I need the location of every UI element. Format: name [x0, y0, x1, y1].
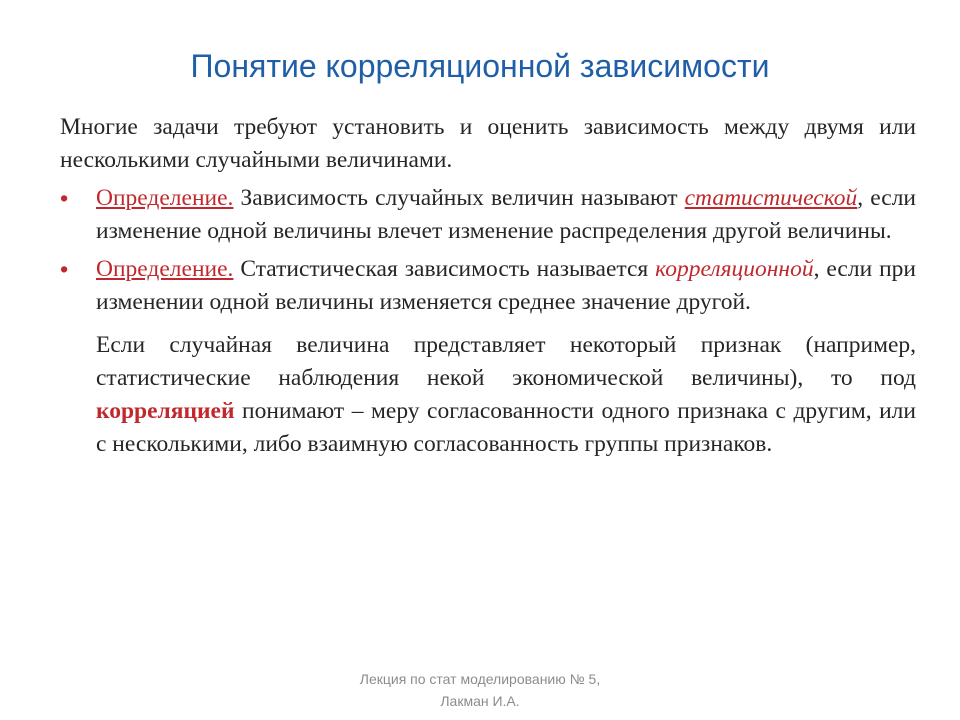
paragraph-text: Если случайная величина представляет некоторый признак (например, статистические наблюдения некой экономической величины), то под [96, 332, 916, 391]
footer-line-1: Лекция по стат моделированию № 5, [359, 671, 601, 687]
definition-text-after: , если при изменении одной величины изменяется среднее значение другой. [96, 256, 916, 315]
paragraph-text-after: понимают – меру согласованности одного признака с другим, или с несколькими, либо взаимную согласованность группы признаков. [96, 398, 916, 457]
definition-text: Статистическая зависимость называется [233, 256, 656, 282]
bullet-marker: • [60, 185, 69, 211]
definition-text-after: , если изменение одной величины влечет изменение распределения другой величины. [96, 185, 916, 244]
slide-footer [300, 668, 660, 712]
slide-title: Понятие корреляционной зависимости [190, 48, 770, 84]
definition-text: Зависимость случайных величин называют [233, 185, 685, 211]
footer-line-2: Лакман И.А. [440, 693, 520, 709]
definition-bullet-2 [60, 253, 916, 319]
paragraph-bold-term: корреляцией [96, 398, 235, 424]
definition-emphasis: корреляционной [655, 256, 814, 282]
definition-bullet-1 [60, 182, 916, 248]
definition-emphasis: статистической [684, 185, 858, 211]
bullet-marker: • [60, 256, 69, 282]
intro-paragraph: Многие задачи требуют установить и оценить зависимость между двумя или несколькими случайными величинами. [60, 114, 916, 173]
slide-body [60, 111, 916, 461]
definition-term: Определение. [96, 185, 234, 211]
correlation-paragraph [60, 329, 916, 461]
definition-term: Определение. [96, 256, 234, 282]
